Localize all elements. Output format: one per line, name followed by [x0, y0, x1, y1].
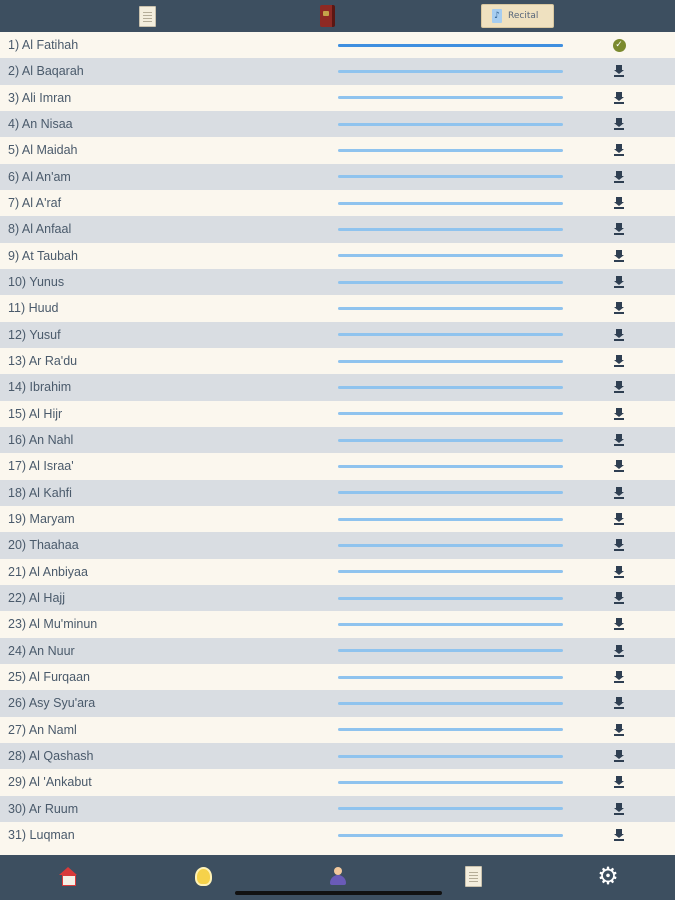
surah-name: 23) Al Mu'minun [8, 617, 98, 632]
download-button[interactable] [610, 247, 628, 265]
list-item[interactable] [0, 506, 675, 532]
list-item[interactable] [0, 743, 675, 769]
surah-name: 2) Al Baqarah [8, 64, 84, 79]
list-item[interactable] [0, 453, 675, 479]
tab-recital-label: Recital [508, 11, 539, 21]
download-progress-bar [338, 728, 563, 731]
check-icon: ✓ [613, 39, 626, 52]
download-icon [613, 539, 625, 551]
list-item[interactable] [0, 243, 675, 269]
download-button[interactable] [610, 89, 628, 107]
list-item[interactable] [0, 269, 675, 295]
download-button[interactable] [610, 352, 628, 370]
surah-name: 28) Al Qashash [8, 749, 94, 764]
download-progress-bar [338, 149, 563, 152]
download-icon [613, 434, 625, 446]
download-icon [613, 118, 625, 130]
download-progress-bar [338, 228, 563, 231]
surah-name: 19) Maryam [8, 512, 75, 527]
surah-name: 31) Luqman [8, 828, 75, 842]
download-icon [613, 408, 625, 420]
download-button[interactable] [610, 589, 628, 607]
download-progress-bar [338, 676, 563, 679]
list-item[interactable] [0, 690, 675, 716]
download-button[interactable] [610, 378, 628, 396]
tab-recital[interactable] [481, 4, 554, 28]
surah-name: 21) Al Anbiyaa [8, 564, 88, 579]
download-icon [613, 645, 625, 657]
list-item[interactable] [0, 822, 675, 848]
download-icon [613, 223, 625, 235]
surah-name: 9) At Taubah [8, 248, 78, 263]
list-item[interactable] [0, 348, 675, 374]
download-progress-bar [338, 491, 563, 494]
download-button[interactable] [610, 536, 628, 554]
download-button[interactable] [610, 826, 628, 844]
list-item[interactable] [0, 32, 675, 58]
download-icon [613, 803, 625, 815]
nav-profile[interactable] [326, 861, 350, 891]
download-button[interactable] [610, 563, 628, 581]
download-icon [613, 144, 625, 156]
download-button[interactable] [610, 457, 628, 475]
download-button[interactable] [610, 62, 628, 80]
tab-text[interactable] [136, 0, 158, 32]
download-icon [613, 92, 625, 104]
download-button[interactable] [610, 405, 628, 423]
list-item[interactable] [0, 427, 675, 453]
download-progress-bar [338, 307, 563, 310]
list-item[interactable] [0, 480, 675, 506]
download-progress-bar [338, 281, 563, 284]
download-progress-bar [338, 807, 563, 810]
download-icon [613, 697, 625, 709]
download-icon [613, 355, 625, 367]
download-icon [613, 566, 625, 578]
surah-name: 22) Al Hajj [8, 591, 65, 606]
download-progress-bar [338, 518, 563, 521]
download-icon [613, 197, 625, 209]
download-progress-bar [338, 386, 563, 389]
lightbulb-icon [195, 867, 212, 886]
music-note-glyph: ♪ [494, 11, 500, 21]
download-progress-bar [338, 544, 563, 547]
download-progress-bar [338, 360, 563, 363]
surah-name: 18) Al Kahfi [8, 485, 72, 500]
download-icon [613, 487, 625, 499]
surah-name: 24) An Nuur [8, 643, 75, 658]
download-button[interactable] [610, 510, 628, 528]
download-button[interactable] [610, 326, 628, 344]
download-progress-bar [338, 623, 563, 626]
download-progress-bar [338, 702, 563, 705]
download-button[interactable] [610, 773, 628, 791]
surah-name: 7) Al A'raf [8, 196, 62, 211]
surah-name: 6) Al An'am [8, 169, 71, 184]
surah-name: 4) An Nisaa [8, 117, 73, 132]
download-progress-bar [338, 175, 563, 178]
download-progress-bar [338, 597, 563, 600]
list-item[interactable] [0, 216, 675, 242]
download-progress-bar [338, 333, 563, 336]
download-icon [613, 724, 625, 736]
download-progress-bar [338, 44, 563, 47]
gear-icon: ⚙ [597, 862, 619, 890]
download-button[interactable] [610, 668, 628, 686]
download-progress-bar [338, 834, 563, 837]
surah-name: 13) Ar Ra'du [8, 354, 78, 369]
download-button[interactable] [610, 615, 628, 633]
surah-name: 26) Asy Syu'ara [8, 696, 96, 711]
downloaded-status [610, 36, 628, 54]
download-button[interactable] [610, 800, 628, 818]
download-progress-bar [338, 70, 563, 73]
surah-name: 14) Ibrahim [8, 380, 72, 395]
download-icon [613, 671, 625, 683]
surah-list [0, 32, 675, 855]
surah-name: 12) Yusuf [8, 327, 61, 342]
list-item[interactable] [0, 111, 675, 137]
download-icon [613, 329, 625, 341]
list-item[interactable] [0, 532, 675, 558]
download-icon [613, 829, 625, 841]
download-button[interactable] [610, 168, 628, 186]
home-indicator [235, 891, 442, 895]
surah-name: 20) Thaahaa [8, 538, 79, 553]
download-button[interactable] [610, 721, 628, 739]
home-icon [59, 867, 77, 885]
list-item[interactable] [0, 190, 675, 216]
download-progress-bar [338, 465, 563, 468]
download-progress-bar [338, 202, 563, 205]
download-icon [613, 381, 625, 393]
top-tab-bar [0, 0, 675, 32]
download-button[interactable] [610, 694, 628, 712]
download-progress-bar [338, 96, 563, 99]
download-button[interactable] [610, 220, 628, 238]
download-progress-bar [338, 570, 563, 573]
download-progress-bar [338, 254, 563, 257]
list-item[interactable] [0, 295, 675, 321]
download-icon [613, 776, 625, 788]
download-icon [613, 171, 625, 183]
surah-name: 8) Al Anfaal [8, 222, 72, 237]
surah-name: 11) Huud [8, 301, 59, 316]
download-icon [613, 750, 625, 762]
nav-home[interactable] [56, 861, 80, 891]
download-icon [613, 276, 625, 288]
list-item[interactable] [0, 664, 675, 690]
download-icon [613, 460, 625, 472]
download-button[interactable] [610, 484, 628, 502]
download-progress-bar [338, 412, 563, 415]
surah-name: 5) Al Maidah [8, 143, 78, 158]
list-item[interactable] [0, 137, 675, 163]
surah-name: 16) An Nahl [8, 433, 74, 448]
list-item[interactable] [0, 611, 675, 637]
surah-name: 15) Al Hijr [8, 406, 63, 421]
surah-name: 25) Al Furqaan [8, 670, 90, 685]
list-item[interactable] [0, 322, 675, 348]
surah-name: 29) Al 'Ankabut [8, 775, 92, 790]
download-progress-bar [338, 781, 563, 784]
list-item[interactable] [0, 401, 675, 427]
list-item[interactable] [0, 559, 675, 585]
download-progress-bar [338, 123, 563, 126]
list-item[interactable] [0, 85, 675, 111]
download-button[interactable] [610, 273, 628, 291]
list-item[interactable] [0, 585, 675, 611]
list-item[interactable] [0, 717, 675, 743]
nav-tips[interactable] [191, 861, 215, 891]
download-icon [613, 250, 625, 262]
surah-name: 1) Al Fatihah [8, 38, 79, 53]
download-icon [613, 513, 625, 525]
list-item[interactable] [0, 164, 675, 190]
download-progress-bar [338, 755, 563, 758]
download-icon [613, 592, 625, 604]
list-item[interactable] [0, 638, 675, 664]
list-item[interactable] [0, 796, 675, 822]
list-item[interactable] [0, 374, 675, 400]
download-button[interactable] [610, 194, 628, 212]
download-icon [613, 618, 625, 630]
download-button[interactable] [610, 115, 628, 133]
nav-settings[interactable] [596, 861, 620, 891]
surah-name: 3) Ali Imran [8, 90, 72, 105]
download-button[interactable] [610, 642, 628, 660]
download-button[interactable] [610, 431, 628, 449]
list-item[interactable] [0, 769, 675, 795]
surah-name: 17) Al Israa' [8, 459, 74, 474]
tab-book[interactable] [316, 0, 338, 32]
list-item[interactable] [0, 58, 675, 84]
music-note-icon [492, 9, 502, 23]
surah-name: 10) Yunus [8, 275, 65, 290]
document-icon [139, 6, 156, 27]
nav-notes[interactable] [461, 861, 485, 891]
download-progress-bar [338, 649, 563, 652]
download-icon [613, 302, 625, 314]
download-button[interactable] [610, 299, 628, 317]
person-icon [329, 867, 347, 885]
surah-name: 30) Ar Ruum [8, 801, 79, 816]
book-icon [320, 5, 335, 27]
document-icon [465, 866, 482, 887]
download-button[interactable] [610, 141, 628, 159]
surah-name: 27) An Naml [8, 722, 77, 737]
download-button[interactable] [610, 747, 628, 765]
download-progress-bar [338, 439, 563, 442]
download-progress-fill [338, 44, 563, 47]
download-icon [613, 65, 625, 77]
